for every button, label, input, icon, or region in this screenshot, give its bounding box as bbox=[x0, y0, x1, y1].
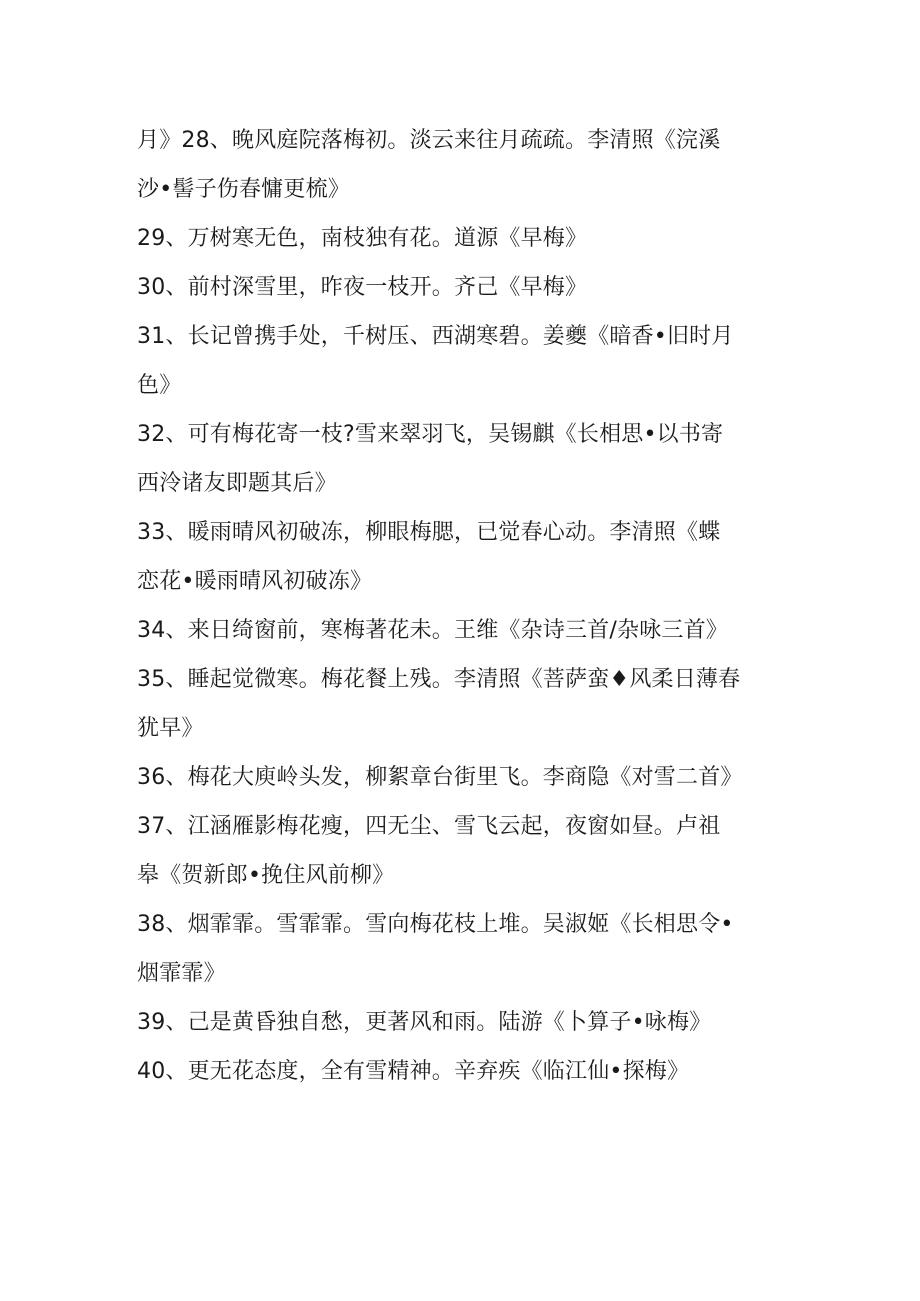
text-line: 31、长记曾携手处，千树压、西湖寒碧。姜夔《暗香•旧时月 bbox=[137, 324, 734, 349]
text-line: 33、暖雨晴风初破冻，柳眼梅腮，已觉春心动。李清照《蝶 bbox=[137, 520, 721, 545]
text-line: 月》28、晚风庭院落梅初。淡云来往月疏疏。李清照《浣溪 bbox=[137, 128, 721, 153]
text-line: 色》 bbox=[137, 373, 182, 398]
text-line: 皋《贺新郎•挽住风前柳》 bbox=[137, 863, 395, 888]
text-line: 犹早》 bbox=[137, 716, 204, 741]
text-line: 西泠诸友即题其后》 bbox=[137, 471, 337, 496]
text-line: 34、来日绮窗前，寒梅著花未。王维《杂诗三首/杂咏三首》 bbox=[137, 618, 729, 643]
text-line: 37、江涵雁影梅花瘦，四无尘、雪飞云起，夜窗如昼。卢祖 bbox=[137, 814, 721, 839]
text-line: 35、睡起觉微寒。梅花餐上残。李清照《菩萨蛮♦风柔日薄春 bbox=[137, 667, 741, 692]
text-line: 38、烟霏霏。雪霏霏。雪向梅花枝上堆。吴淑姬《长相思令• bbox=[137, 912, 734, 937]
text-line: 恋花•暖雨晴风初破冻》 bbox=[137, 569, 373, 594]
text-line: 36、梅花大庾岭头发，柳絮章台街里飞。李商隐《对雪二首》 bbox=[137, 765, 743, 790]
text-line: 沙•髻子伤春慵更梳》 bbox=[137, 177, 350, 202]
text-line: 29、万树寒无色，南枝独有花。道源《早梅》 bbox=[137, 226, 588, 251]
text-line: 40、更无花态度，全有雪精神。辛弃疾《临江仙•探梅》 bbox=[137, 1059, 690, 1084]
document-body bbox=[137, 116, 817, 1096]
text-line: 32、可有梅花寄一枝?雪来翠羽飞，吴锡麒《长相思•以书寄 bbox=[137, 422, 724, 447]
text-line: 39、己是黄昏独自愁，更著风和雨。陆游《卜算子•咏梅》 bbox=[137, 1010, 712, 1035]
text-line: 30、前村深雪里，昨夜一枝开。齐己《早梅》 bbox=[137, 275, 588, 300]
text-line: 烟霏霏》 bbox=[137, 961, 226, 986]
